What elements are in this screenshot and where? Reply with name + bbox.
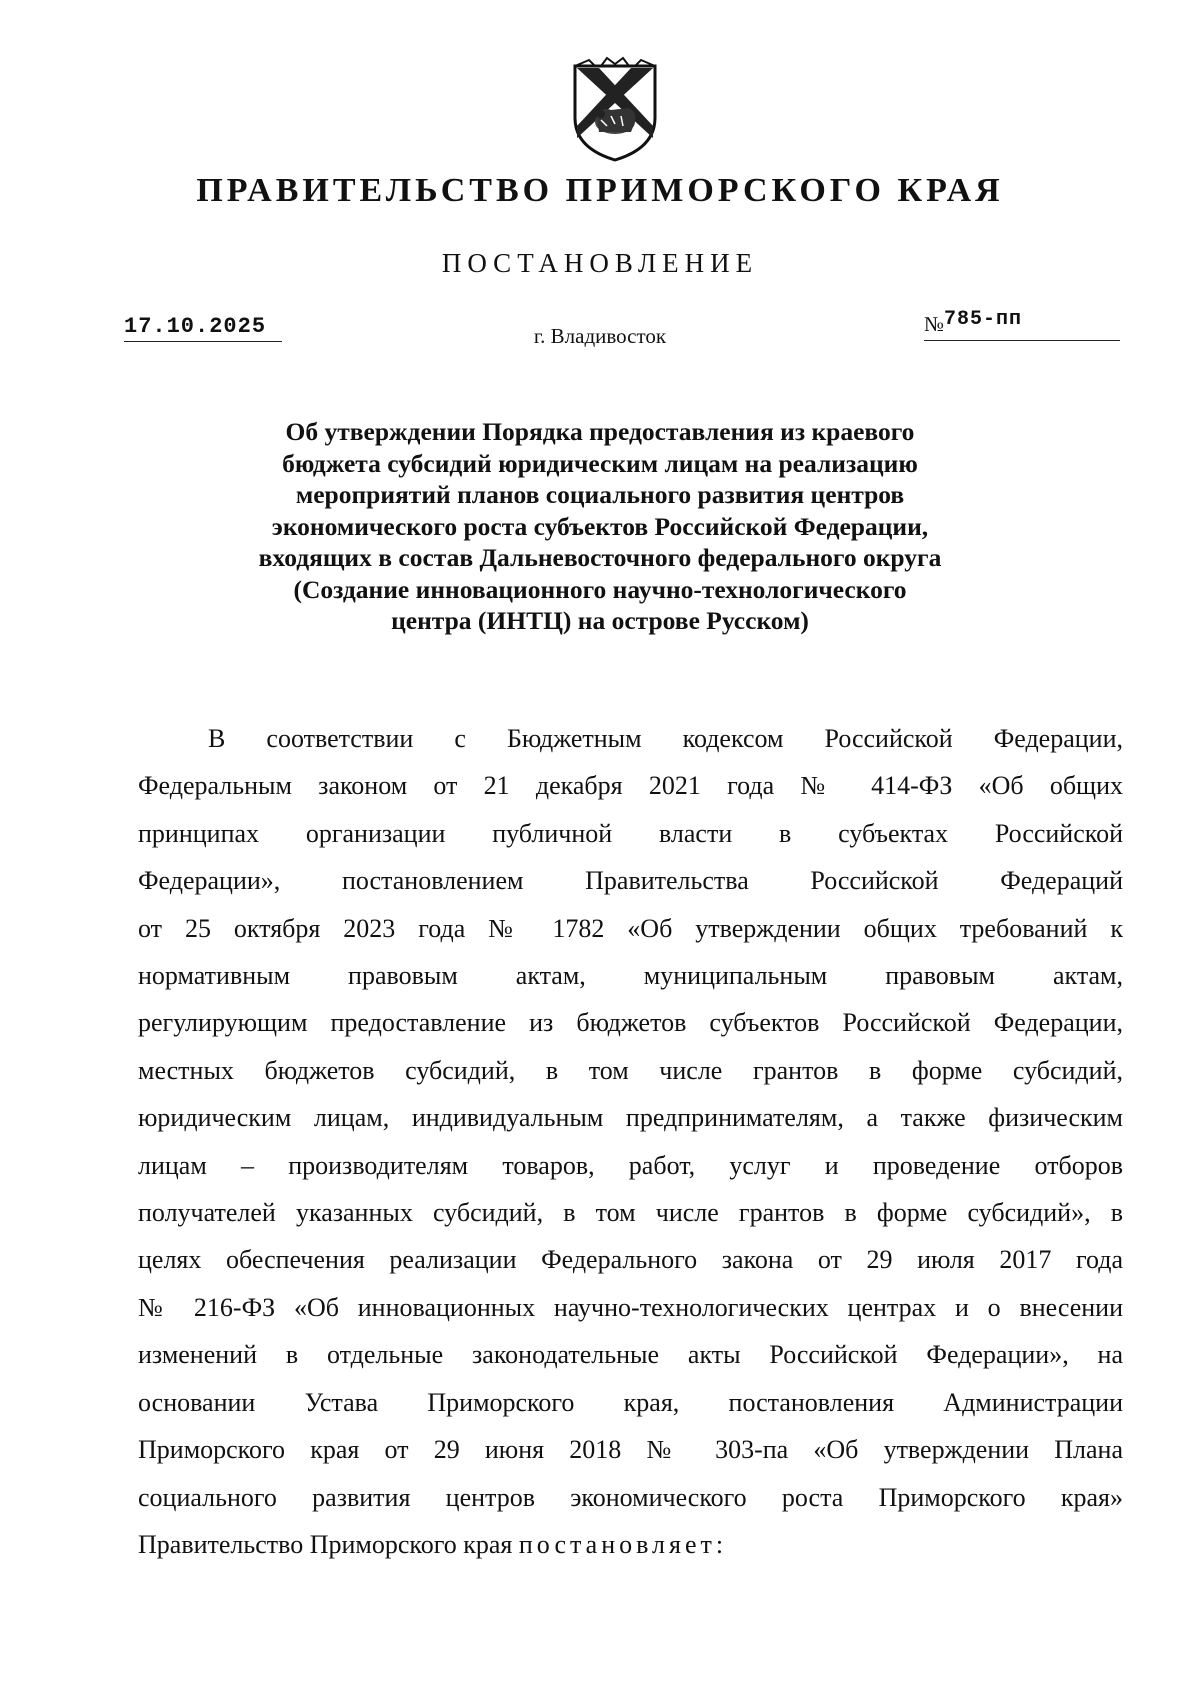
body-line: Приморского края от 29 июня 2018 № 303-па «Об утверждении Плана (138, 1435, 1123, 1465)
body-line: принципах организации публичной власти в субъектах Российской (138, 818, 1123, 848)
title-line: мероприятий планов социального развития центров (295, 480, 905, 509)
body-line: местных бюджетов субсидий, в том числе грантов в форме субсидий, (138, 1055, 1123, 1085)
title-line: бюджета субсидий юридическим лицам на реализацию (282, 448, 918, 478)
title-line: Об утверждении Порядка предоставления из краевого (285, 417, 915, 446)
title-line: экономического роста субъектов Российской Федерации, (271, 511, 929, 541)
document-number (924, 308, 1120, 341)
title-line: (Создание инновационного научно-технологического (293, 574, 907, 604)
document-city: г. Владивосток (533, 324, 667, 348)
title-line: центра (ИНТЦ) на острове Русском) (391, 606, 809, 635)
closing-text: Правительство Приморского края (138, 1529, 519, 1559)
number-value: 785-пп (944, 308, 1023, 331)
coat-of-arms-emblem (571, 56, 659, 162)
body-line: нормативным правовым актам, муниципальным правовым актам, (138, 961, 1123, 991)
body-line: от 25 октября 2023 года № 1782 «Об утверждении общих требований к (138, 913, 1123, 943)
body-line: регулирующим предоставление из бюджетов субъектов Российской Федерации, (138, 1008, 1123, 1038)
body-line: социального развития центров экономического роста Приморского края» (138, 1482, 1123, 1512)
document-title (200, 416, 1000, 637)
body-line: юридическим лицам, индивидуальным предпринимателям, а также физическим (138, 1103, 1123, 1133)
body-line: Федеральным законом от 21 декабря 2021 года № 414-ФЗ «Об общих (138, 771, 1123, 801)
organization-name: ПРАВИТЕЛЬСТВО ПРИМОРСКОГО КРАЯ (196, 172, 1004, 209)
document-body (138, 715, 1123, 1568)
body-line: получателей указанных субсидий, в том числе грантов в форме субсидий», в (138, 1198, 1123, 1228)
body-line: лицам – производителям товаров, работ, услуг и проведение отборов (138, 1150, 1123, 1180)
body-line: Федерации», постановлением Правительства Российской Федераций (138, 866, 1123, 896)
body-line: В соответствии с Бюджетным кодексом Российской Федерации, (208, 724, 1123, 753)
body-line: № 216-ФЗ «Об инновационных научно-технологических центрах и о внесении (138, 1292, 1123, 1322)
body-line: основании Устава Приморского края, постановления Администрации (138, 1387, 1123, 1417)
body-line: целях обеспечения реализации Федерального закона от 29 июля 2017 года (138, 1245, 1123, 1275)
document-date: 17.10.2025 (124, 314, 282, 342)
title-line: входящих в состав Дальневосточного федерального округа (258, 543, 942, 572)
closing-verb: постановляет: (518, 1529, 728, 1559)
number-sign: № (924, 312, 945, 336)
body-line: изменений в отдельные законодательные акты Российской Федерации», на (138, 1340, 1123, 1370)
closing-line (138, 1521, 1123, 1568)
document-type: ПОСТАНОВЛЕНИЕ (441, 248, 759, 278)
